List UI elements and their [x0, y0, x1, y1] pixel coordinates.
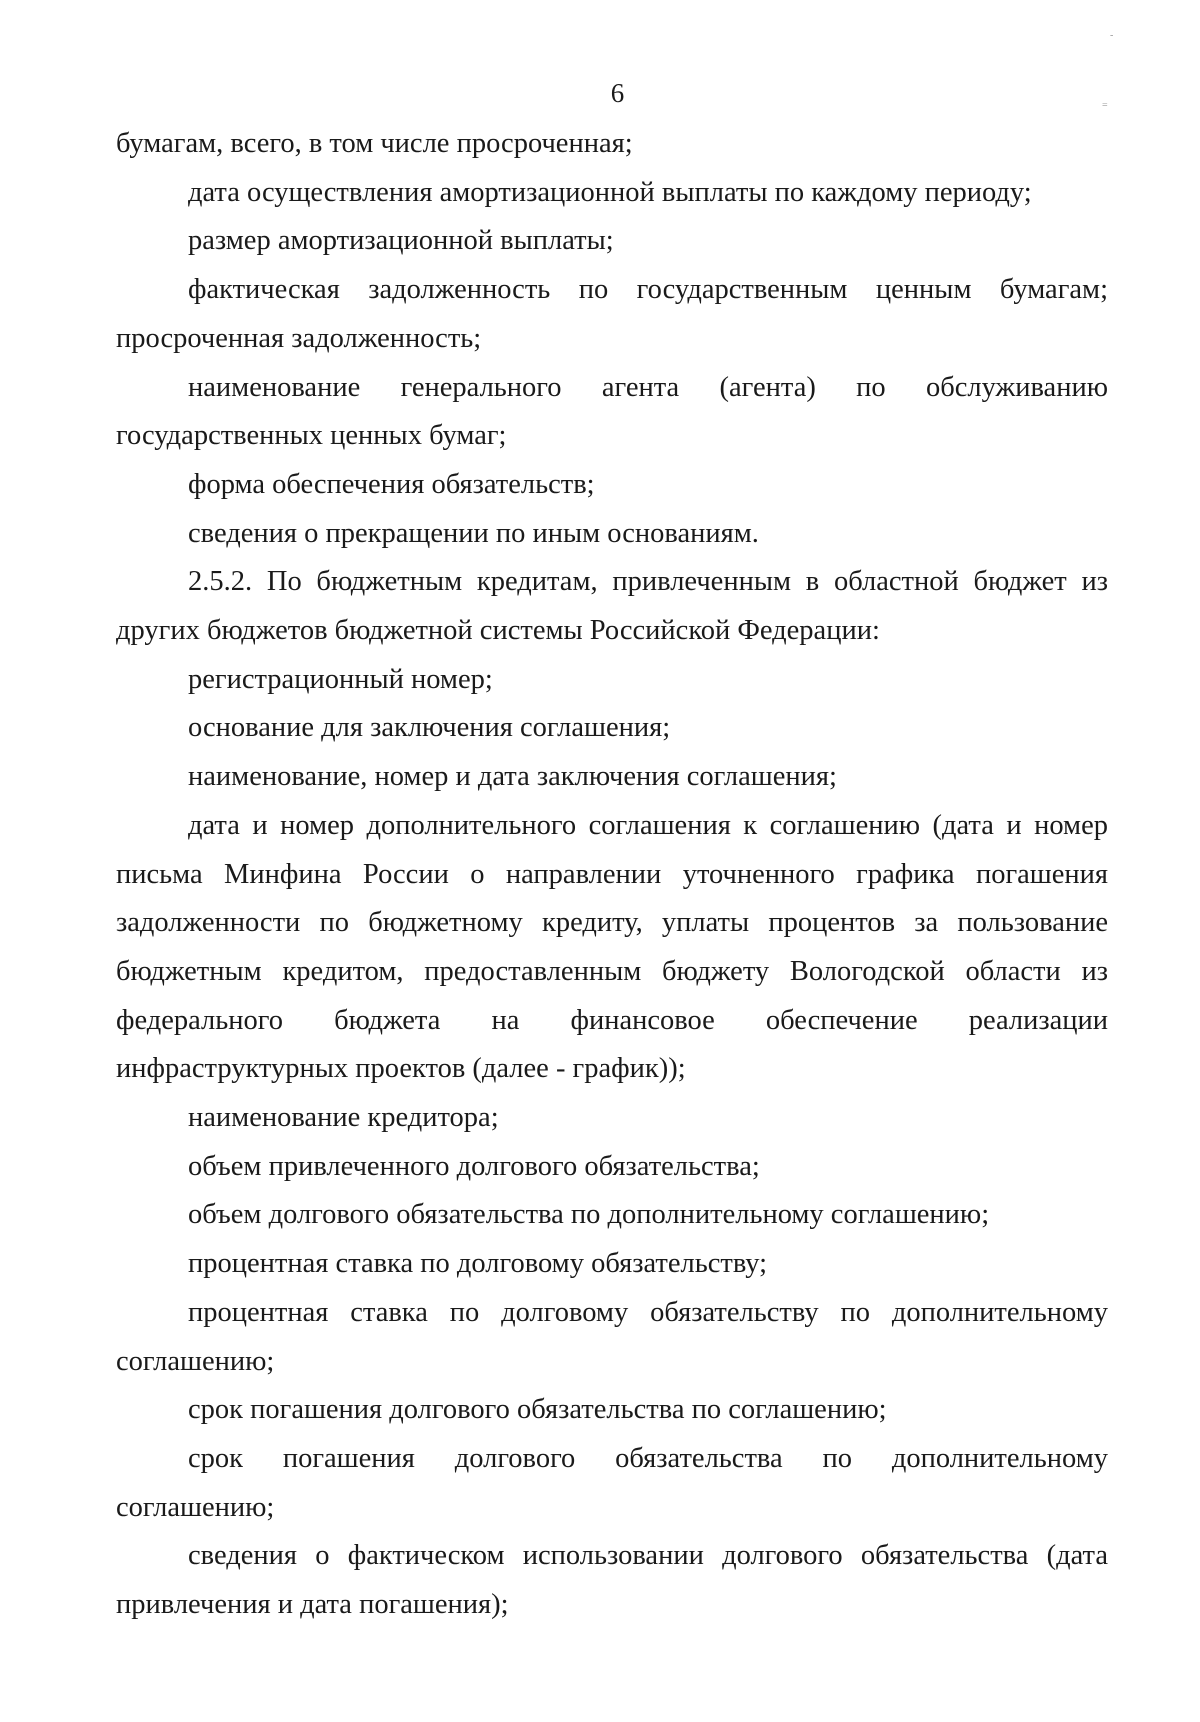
- list-item: срок погашения долгового обязательства по дополнительному соглашению;: [116, 1442, 1108, 1523]
- list-item: размер амортизационной выплаты;: [188, 225, 614, 257]
- list-item: срок погашения долгового обязательства по соглашению;: [188, 1394, 887, 1426]
- list-item: дата и номер дополнительного соглашения к соглашению (дата и номер письма Минфина России о направлении уточненного графика погашения задолженности по бюджетному кредиту, уплаты процентов за пользование бюджетным кредитом, предоставленным бюджету Вологодской области из федерального бюджета на финансовое обеспечение реализации инфраструктурных проектов (далее - график));: [116, 809, 1108, 1085]
- list-item: регистрационный номер;: [188, 663, 493, 695]
- list-item: фактическая задолженность по государственным ценным бумагам; просроченная задолженность;: [116, 274, 1108, 354]
- list-item: объем привлеченного долгового обязательства;: [188, 1150, 760, 1182]
- list-item: процентная ставка по долговому обязательству по дополнительному соглашению;: [116, 1296, 1108, 1377]
- list-item: наименование, номер и дата заключения соглашения;: [188, 761, 837, 793]
- list-item: сведения о прекращении по иным основаниям.: [188, 517, 759, 549]
- scan-speck: =: [1102, 100, 1108, 111]
- list-item: объем долгового обязательства по дополнительному соглашению;: [188, 1199, 990, 1231]
- list-item: дата осуществления амортизационной выплаты по каждому периоду;: [188, 176, 1032, 208]
- section-heading-paragraph: 2.5.2. По бюджетным кредитам, привлеченным в областной бюджет из других бюджетов бюджетной системы Российской Федерации:: [116, 566, 1108, 647]
- page-number: 6: [610, 78, 625, 108]
- list-item: наименование кредитора;: [188, 1102, 499, 1134]
- list-item: процентная ставка по долговому обязательству;: [188, 1248, 768, 1280]
- list-item: сведения о фактическом использовании долгового обязательства (дата привлечения и дата погашения);: [116, 1540, 1108, 1621]
- scan-speck: -: [1110, 30, 1114, 41]
- paragraph-continuation: бумагам, всего, в том числе просроченная;: [116, 128, 633, 159]
- list-item: наименование генерального агента (агента) по обслуживанию государственных ценных бумаг;: [116, 371, 1108, 452]
- list-item: основание для заключения соглашения;: [188, 712, 671, 744]
- document-body: [116, 120, 1108, 1630]
- list-item: форма обеспечения обязательств;: [188, 468, 595, 500]
